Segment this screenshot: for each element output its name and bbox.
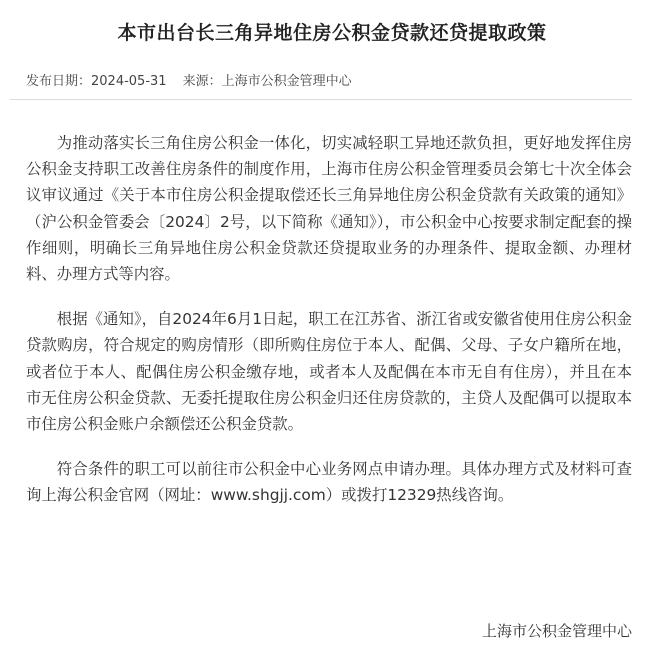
paragraph-3: 符合条件的职工可以前往市公积金中心业务网点申请办理。具体办理方式及材料可查询上海公积金官网（网址：www.shgjj.com）或拨打12329热线咨询。 bbox=[26, 460, 632, 505]
article-signature: 上海市公积金管理中心 bbox=[481, 622, 632, 640]
paragraph-2: 根据《通知》，自2024年6月1日起，职工在江苏省、浙江省或安徽省使用住房公积金贷款购房，符合规定的购房情形（即所购住房位于本人、配偶、父母、子女户籍所在地，或者位于本人、配偶住房公积金缴存地，或者本人及配偶在本市无自有住房），并且在本市无住房公积金贷款、无委托提取住房公积金归还住房贷款的，主贷人及配偶可以提取本市住房公积金账户余额偿还公积金贷款。 bbox=[26, 310, 632, 434]
article-title: 本市出台长三角异地住房公积金贷款还贷提取政策 bbox=[117, 22, 547, 44]
source-name: 上海市公积金管理中心 bbox=[221, 74, 352, 89]
publish-date-label: 发布日期： bbox=[26, 74, 92, 89]
header-divider bbox=[10, 99, 632, 100]
source-label: 来源： bbox=[182, 74, 222, 89]
paragraph-1: 为推动落实长三角住房公积金一体化，切实减轻职工异地还款负担，更好地发挥住房公积金支持职工改善住房条件的制度作用，上海市住房公积金管理委员会第七十次全体会议审议通过《关于本市住房公积金提取偿还长三角异地住房公积金贷款有关政策的通知》（沪公积金管委会〔2024〕2号，以下简称《通知》），市公积金中心按要求制定配套的操作细则，明确长三角异地住房公积金贷款还贷提取业务的办理条件、提取金额、办理材料、办理方式等内容。 bbox=[26, 134, 632, 284]
article-meta bbox=[26, 70, 352, 89]
article-body bbox=[26, 130, 632, 528]
publish-date: 2024-05-31 bbox=[91, 74, 167, 89]
